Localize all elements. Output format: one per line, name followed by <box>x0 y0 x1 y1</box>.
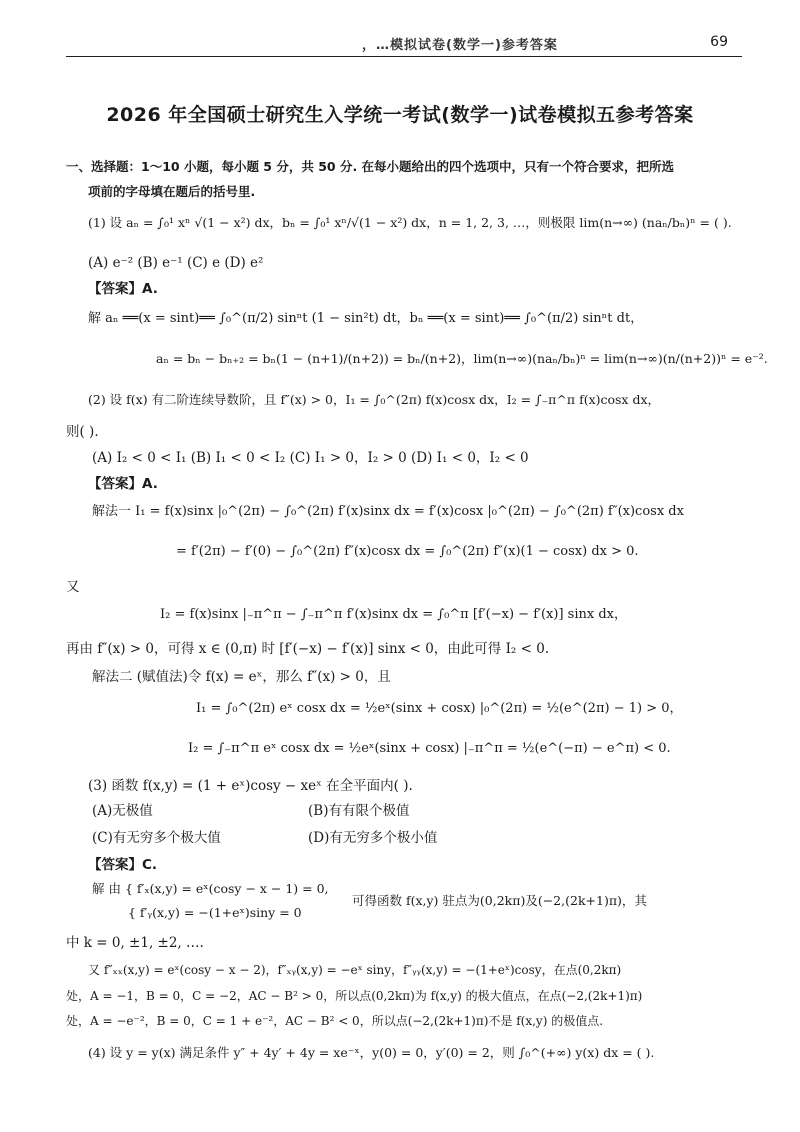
section-heading-line2: 项前的字母填在题后的括号里. <box>88 184 256 199</box>
question-3-solution-k: 中 k = 0, ±1, ±2, …. <box>66 935 204 951</box>
question-3-option-b: (B)有有限个极值 <box>308 803 410 819</box>
section-heading-line1: 一、选择题：1～10 小题，每小题 5 分，共 50 分. 在每小题给出的四个选项中，只有一个符合要求，把所选 <box>66 159 675 174</box>
document-title: 2026 年全国硕士研究生入学统一考试(数学一)试卷模拟五参考答案 <box>106 104 694 126</box>
question-2-continued: 则( ). <box>66 424 99 440</box>
question-1: (1) 设 aₙ = ∫₀¹ xⁿ √(1 − x²) dx，bₙ = ∫₀¹ xⁿ/√(1 − x²) dx，n = 1, 2, 3, …，则极限 lim(n→∞) (naₙ/bₙ)ⁿ = ( ). <box>88 215 732 230</box>
question-1-solution-line1: 解 aₙ ══(x = sint)══ ∫₀^(π/2) sinⁿt (1 − sin²t) dt，bₙ ══(x = sint)══ ∫₀^(π/2) sinⁿt dt， <box>88 311 644 326</box>
question-1-answer: 【答案】A. <box>88 281 158 297</box>
question-3-solution-saddle: 处，A = −e⁻²，B = 0，C = 1 + e⁻²，AC − B² < 0，所以点(−2,(2k+1)π)不是 f(x,y) 的极值点. <box>66 1014 604 1028</box>
question-1-options: (A) e⁻² (B) e⁻¹ (C) e (D) e² <box>88 255 264 271</box>
question-2: (2) 设 f(x) 有二阶连续导数阶，且 f″(x) > 0，I₁ = ∫₀^(2π) f(x)cosx dx，I₂ = ∫₋π^π f(x)cosx dx， <box>88 392 661 407</box>
question-2-method1-line1: 解法一 I₁ = f(x)sinx |₀^(2π) − ∫₀^(2π) f′(x)sinx dx = f′(x)cosx |₀^(2π) − ∫₀^(2π) f″(x)cosx dx <box>92 504 684 519</box>
question-3-option-c: (C)有无穷多个极大值 <box>92 830 221 846</box>
question-3: (3) 函数 f(x,y) = (1 + eˣ)cosy − xeˣ 在全平面内( ). <box>88 778 413 794</box>
question-3-option-d: (D)有无穷多个极小值 <box>308 830 438 846</box>
question-2-also: 又 <box>66 579 80 595</box>
question-3-solution-stationary: 可得函数 f(x,y) 驻点为(0,2kπ)及(−2,(2k+1)π)，其 <box>352 893 647 908</box>
question-2-method1-line2: = f′(2π) − f′(0) − ∫₀^(2π) f″(x)cosx dx = ∫₀^(2π) f″(x)(1 − cosx) dx > 0. <box>176 544 639 559</box>
question-2-method2-line1: 解法二 (赋值法)令 f(x) = eˣ，那么 f″(x) > 0，且 <box>92 669 391 685</box>
question-2-method2-line3: I₂ = ∫₋π^π eˣ cosx dx = ½eˣ(sinx + cosx) |₋π^π = ½(e^(−π) − e^π) < 0. <box>188 741 671 756</box>
question-1-solution-line2: aₙ = bₙ − bₙ₊₂ = bₙ(1 − (n+1)/(n+2)) = bₙ/(n+2)，lim(n→∞)(naₙ/bₙ)ⁿ = lim(n→∞)(n/(n+2))ⁿ = e⁻². <box>156 351 768 366</box>
question-2-options: (A) I₂ < 0 < I₁ (B) I₁ < 0 < I₂ (C) I₁ > 0，I₂ > 0 (D) I₁ < 0，I₂ < 0 <box>92 450 529 466</box>
question-2-answer: 【答案】A. <box>88 476 158 492</box>
running-header <box>66 30 742 57</box>
question-3-solution-max: 处，A = −1，B = 0，C = −2，AC − B² > 0，所以点(0,2kπ)为 f(x,y) 的极大值点，在点(−2,(2k+1)π) <box>66 989 643 1003</box>
question-2-method2-line2: I₁ = ∫₀^(2π) eˣ cosx dx = ½eˣ(sinx + cosx) |₀^(2π) = ½(e^(2π) − 1) > 0， <box>196 701 683 716</box>
question-3-solution-second-derivs: 又 f″ₓₓ(x,y) = eˣ(cosy − x − 2)，f″ₓᵧ(x,y) = −eˣ siny，f″ᵧᵧ(x,y) = −(1+eˣ)cosy，在点(0,2kπ) <box>88 963 622 977</box>
question-3-solution-sys1: 解 由 { f′ₓ(x,y) = eˣ(cosy − x − 1) = 0, <box>92 881 329 896</box>
question-3-option-a: (A)无极值 <box>92 803 153 819</box>
question-3-answer: 【答案】C. <box>88 857 158 873</box>
question-3-solution-sys2: { f′ᵧ(x,y) = −(1+eˣ)siny = 0 <box>128 905 302 920</box>
header-title: ，…模拟试卷(数学一)参考答案 <box>362 38 558 53</box>
question-2-method1-line4: 再由 f″(x) > 0，可得 x ∈ (0,π) 时 [f′(−x) − f′(x)] sinx < 0，由此可得 I₂ < 0. <box>66 641 550 657</box>
page-number: 69 <box>710 34 728 50</box>
question-4: (4) 设 y = y(x) 满足条件 y″ + 4y′ + 4y = xe⁻ˣ，y(0) = 0，y′(0) = 2，则 ∫₀^(+∞) y(x) dx = ( ). <box>88 1045 655 1060</box>
question-2-method1-line3: I₂ = f(x)sinx |₋π^π − ∫₋π^π f′(x)sinx dx = ∫₀^π [f′(−x) − f′(x)] sinx dx， <box>160 607 627 622</box>
